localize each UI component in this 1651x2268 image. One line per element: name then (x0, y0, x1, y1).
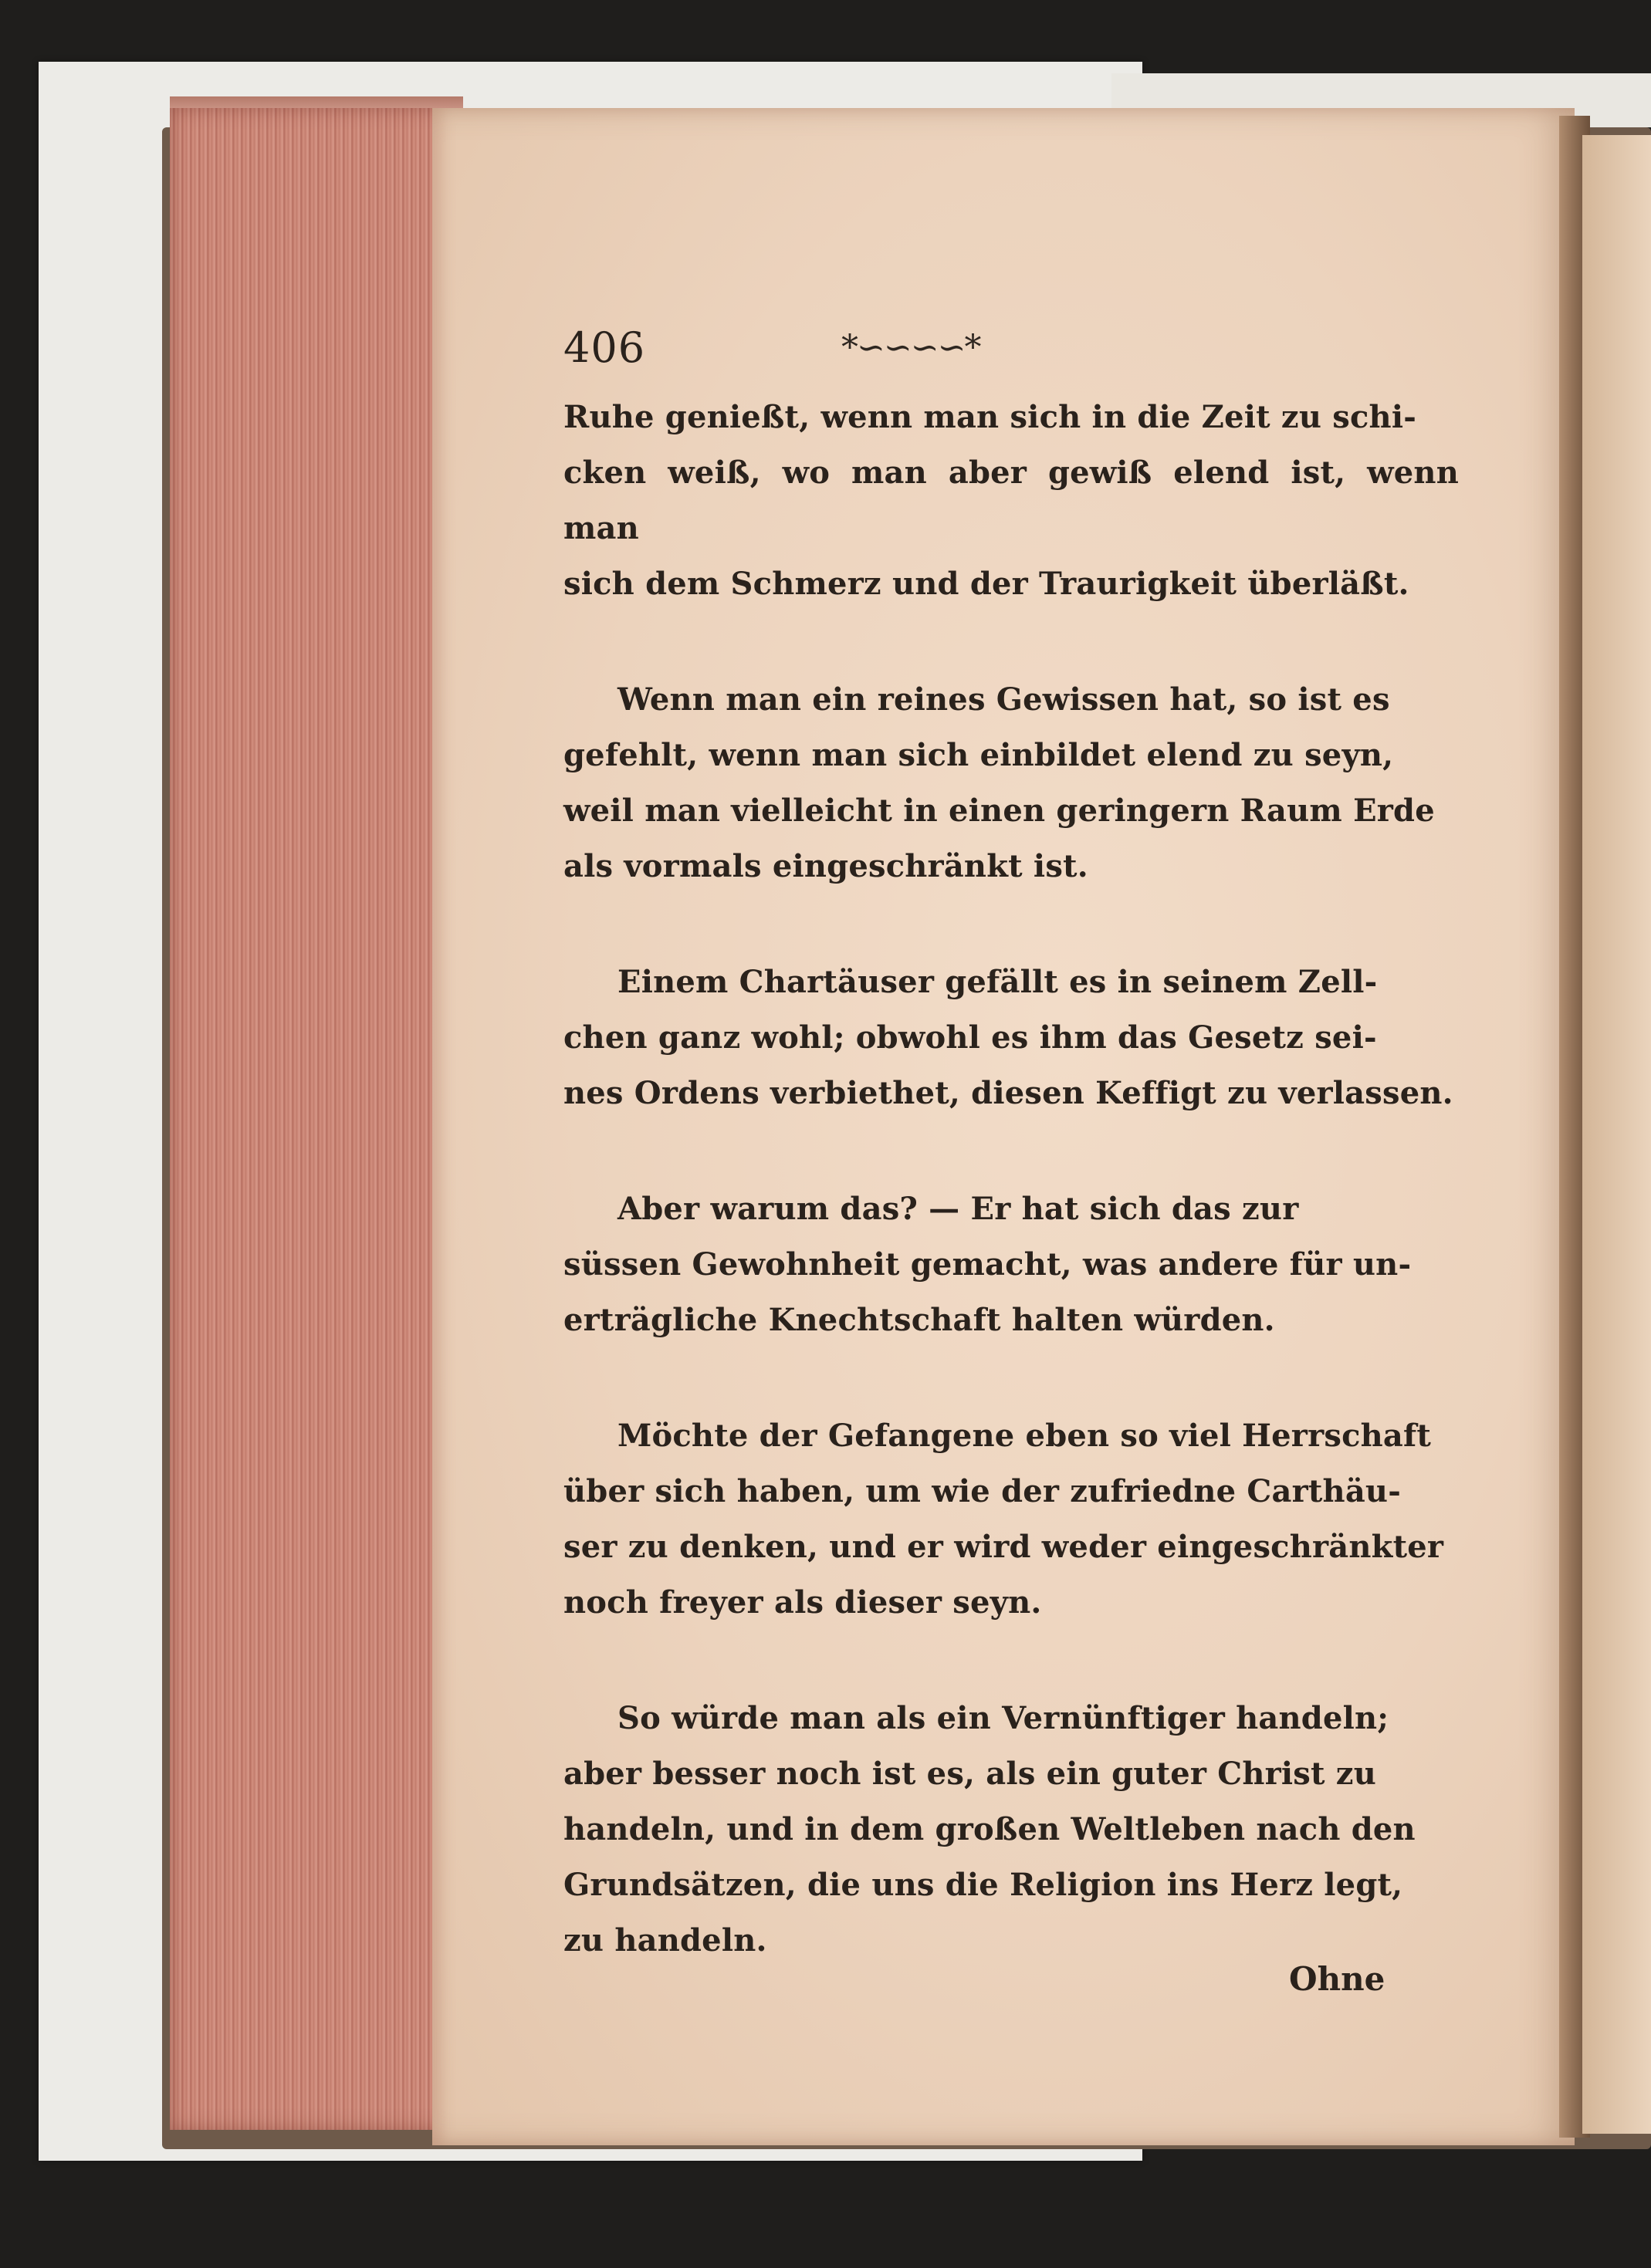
catchword: Ohne (1289, 1960, 1385, 1998)
text-line: weil man vielleicht in einen geringern Raum Erde (563, 793, 1435, 829)
text-line: über sich haben, um wie der zufriedne Carthäu- (563, 1473, 1402, 1509)
text-line: süssen Gewohnheit gemacht, was andere für un- (563, 1246, 1412, 1283)
text-line: noch freyer als dieser seyn. (563, 1584, 1042, 1621)
paragraph-conscience (563, 672, 1459, 894)
text-line: gefehlt, wenn man sich einbildet elend zu seyn, (563, 737, 1394, 773)
text-line: Möchte der Gefangene eben so viel Herrschaft (617, 1418, 1432, 1454)
text-line: Einem Chartäuser gefällt es in seinem Zell- (617, 964, 1378, 1000)
text-line: handeln, und in dem großen Weltleben nach den (563, 1811, 1416, 1847)
page-text-block (563, 305, 1459, 1969)
text-line: Wenn man ein reines Gewissen hat, so ist es (617, 681, 1390, 718)
text-line: cken weiß, wo man aber gewiß elend ist, wenn man (563, 455, 1459, 546)
header-ornament-icon: *∽∽∽∽* (841, 327, 980, 367)
text-line: als vormals eingeschränkt ist. (563, 848, 1088, 884)
text-line: Ruhe genießt, wenn man sich in die Zeit zu schi- (563, 399, 1417, 435)
text-line: Grundsätzen, die uns die Religion ins Herz legt, (563, 1867, 1403, 1903)
paragraph-carthusian (563, 955, 1459, 1121)
text-line: aber besser noch ist es, als ein guter Christ zu (563, 1756, 1376, 1792)
opening-paragraph (563, 390, 1459, 612)
text-line: sich dem Schmerz und der Traurigkeit überläßt. (563, 566, 1409, 602)
text-line: chen ganz wohl; obwohl es ihm das Gesetz sei- (563, 1019, 1377, 1056)
text-line: zu handeln. (563, 1922, 767, 1959)
text-line: So würde man als ein Vernünftiger handeln; (617, 1700, 1389, 1736)
paragraph-christian (563, 1691, 1459, 1969)
running-header (563, 305, 1459, 390)
paragraph-prisoner (563, 1408, 1459, 1631)
text-line: erträgliche Knechtschaft halten würden. (563, 1302, 1275, 1338)
text-line: ser zu denken, und er wird weder eingeschränkter (563, 1529, 1444, 1565)
page-number: 406 (563, 323, 646, 372)
page-block-edges (170, 108, 468, 2130)
paragraph-habit (563, 1181, 1459, 1348)
text-line: Aber warum das? — Er hat sich das zur (617, 1191, 1299, 1227)
text-line: nes Ordens verbiethet, diesen Keffigt zu verlassen. (563, 1075, 1453, 1111)
facing-page-sliver (1582, 135, 1651, 2134)
